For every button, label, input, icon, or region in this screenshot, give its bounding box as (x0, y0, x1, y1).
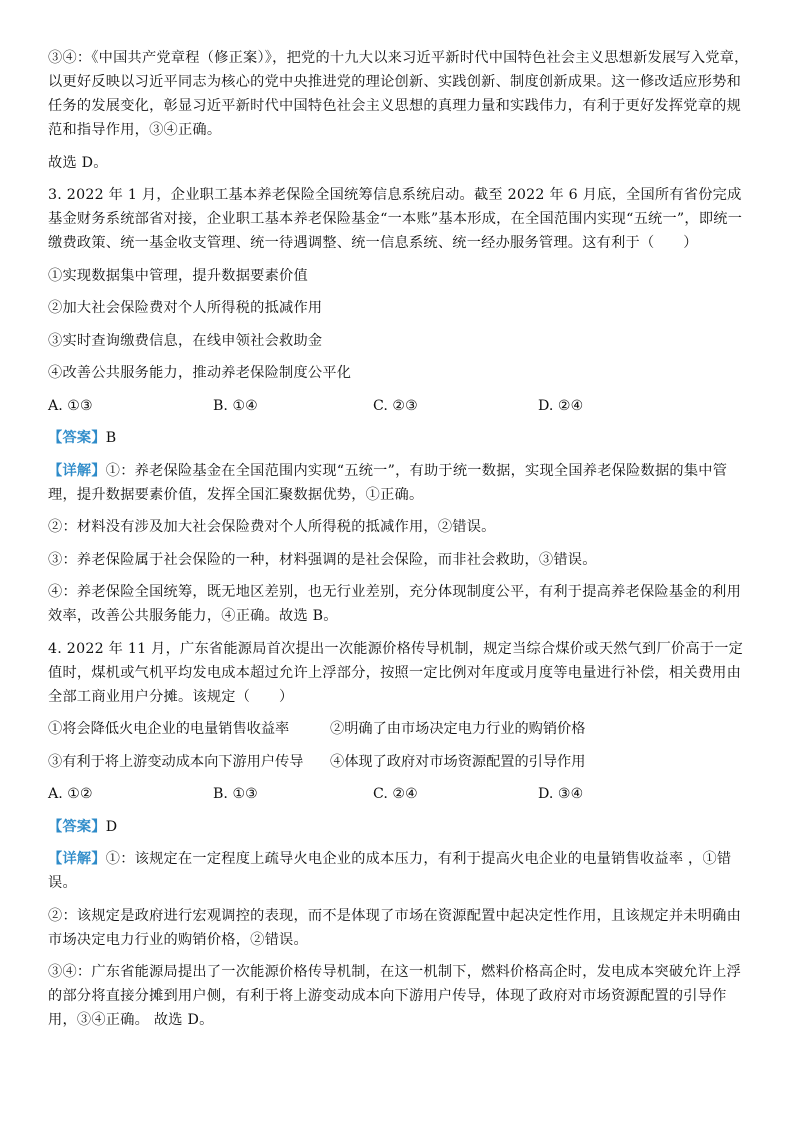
q3-stem: 3. 2022 年 1 月，企业职工基本养老保险全国统筹信息系统启动。截至 2022 年 6 月底，全国所有省份完成基金财务系统部省对接，企业职工基本养老保险基金“一本账”基本形成，在全国范围内实现“五统一”，即统一缴费政策、统一基金收支管理、统一待遇调整、统一信息系统、统一经办服务管理。这有利于（ ） (48, 187, 743, 251)
q4-item-3: ③有利于将上游变动成本向下游用户传导 (48, 753, 304, 770)
document-page (48, 46, 754, 1041)
q4-item-1: ①将会降低火电企业的电量销售收益率 (48, 721, 290, 737)
q3-options (48, 394, 754, 418)
q3-detail-4: ④：养老保险全国统筹，既无地区差别，也无行业差别，充分体现制度公平，有利于提高养老保险基金的利用效率，改善公共服务能力，④正确。故选 B。 (48, 584, 742, 624)
q4-detail-3: ③④：广东省能源局提出了一次能源价格传导机制，在这一机制下，燃料价格高企时，发电成本突破允许上浮的部分将直接分摊到用户侧，有利于将上游变动成本向下游用户传导，体现了政府对市场资源配置的引导作用，③④正确。 故选 D。 (48, 964, 742, 1028)
q3-detail-1 (48, 459, 754, 507)
q4-option-c: C. ②④ (373, 786, 418, 802)
q3-item-2: ②加大社会保险费对个人所得税的抵减作用 (48, 300, 323, 316)
q3-option-b: B. ①④ (213, 397, 258, 414)
q3-detail-3: ③：养老保险属于社会保险的一种，材料强调的是社会保险，而非社会救助，③错误。 (48, 551, 597, 568)
q4-items-row-1 (48, 717, 754, 741)
q4-option-b: B. ①③ (213, 786, 258, 802)
q3-detail-tag: 【详解】 (48, 462, 106, 479)
q4-detail-2: ②：该规定是政府进行宏观调控的表现，而不是体现了市场在资源配置中起决定性作用，且该规定并未明确由市场决定电力行业的购销价格，②错误。 (48, 907, 742, 948)
q3-detail-1-text: ①：养老保险基金在全国范围内实现“五统一”，有助于统一数据，实现全国养老保险数据的集中管理，提升数据要素价值，发挥全国汇聚数据优势，①正确。 (48, 462, 728, 503)
q3-answer-tag: 【答案】 (48, 430, 106, 446)
q3-option-d: D. ②④ (538, 397, 584, 414)
q4-detail-1 (48, 847, 754, 895)
q3-option-a: A. ①③ (48, 397, 93, 414)
q4-option-d: D. ③④ (538, 786, 584, 802)
q4-answer (48, 815, 754, 839)
q4-detail-tag: 【详解】 (48, 851, 106, 867)
q4-item-4: ④体现了政府对市场资源配置的引导作用 (330, 753, 586, 770)
q3-answer (48, 426, 754, 450)
q4-items-row-2 (48, 750, 754, 774)
q3-detail-2: ②：材料没有涉及加大社会保险费对个人所得税的抵减作用，②错误。 (48, 519, 496, 535)
q3-item-1: ①实现数据集中管理，提升数据要素价值 (48, 267, 308, 284)
q3-item-4: ④改善公共服务能力，推动养老保险制度公平化 (48, 365, 352, 381)
q4-answer-value: D (105, 818, 118, 835)
q3-option-c: C. ②③ (373, 397, 418, 414)
q4-item-2: ②明确了由市场决定电力行业的购销价格 (330, 721, 586, 737)
q3-item-3: ③实时查询缴费信息，在线申领社会救助金 (48, 332, 323, 349)
q4-answer-tag: 【答案】 (48, 818, 106, 835)
q4-detail-1-text: ①：该规定在一定程度上疏导火电企业的成本压力，有利于提高火电企业的电量销售收益率 ，①错误。 (48, 851, 732, 891)
q2-detail-paragraph: ③④：《中国共产党章程（修正案）》，把党的十九大以来习近平新时代中国特色社会主义思想新发展写入党章，以更好反映以习近平同志为核心的党中央推进党的理论创新、实践创新、制度创新成果。这一修改适应形势和任务的发展变化，彰显习近平新时代中国特色社会主义思想的真理力量和实践伟力，有利于更好发挥党章的规范和指导作用，③④正确。 (48, 50, 749, 138)
q4-options (48, 782, 754, 806)
q4-option-a: A. ①② (48, 786, 93, 802)
q2-conclusion: 故选 D。 (48, 154, 108, 171)
q3-answer-value: B (105, 430, 117, 446)
q4-stem: 4. 2022 年 11 月，广东省能源局首次提出一次能源价格传导机制，规定当综合煤价或天然气到厂价高于一定值时，煤机或气机平均发电成本超过允许上浮部分，按照一定比例对年度或月度等电量进行补偿，相关费用由全部工商业用户分摊。该规定（ ） (48, 640, 744, 705)
